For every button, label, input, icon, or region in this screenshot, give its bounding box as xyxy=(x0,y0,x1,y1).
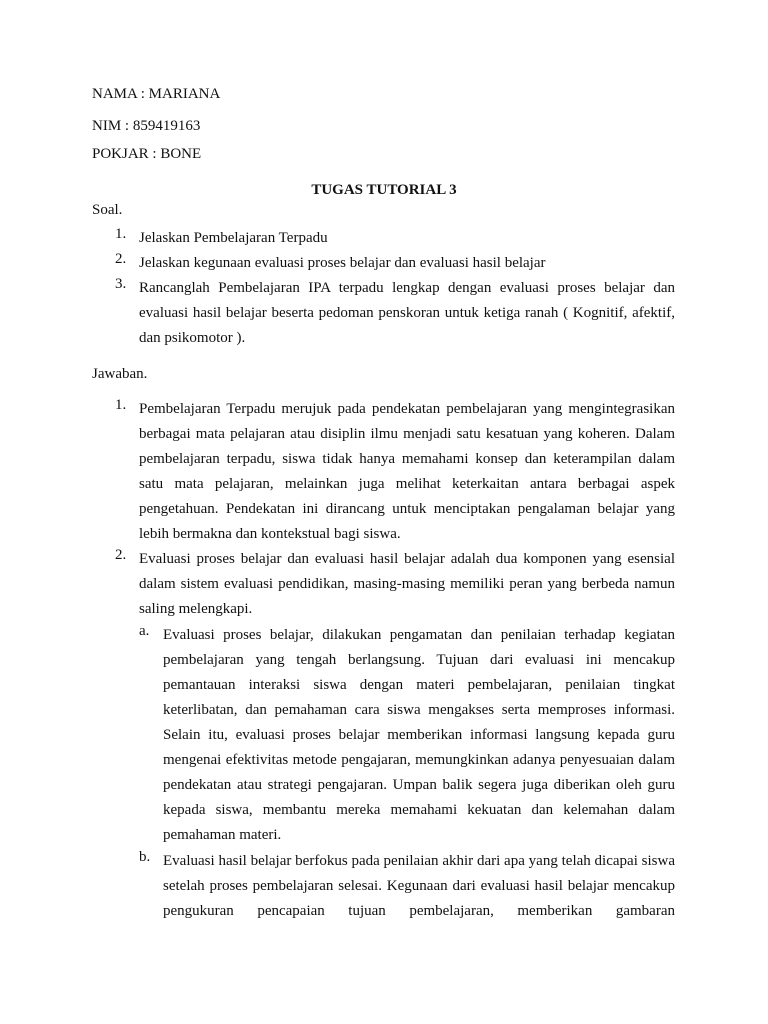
jawaban-item-number: 2. xyxy=(115,547,127,563)
student-pokjar: POKJAR : BONE xyxy=(92,146,202,162)
jawaban-item-1 xyxy=(115,397,675,547)
soal-item-2 xyxy=(115,251,675,276)
jawaban-subitem-a xyxy=(139,623,675,848)
student-name: NAMA : MARIANA xyxy=(92,86,221,102)
jawaban-subitem-letter: b. xyxy=(139,849,151,865)
soal-item-1 xyxy=(115,226,675,251)
soal-item-3 xyxy=(115,276,675,351)
jawaban-subitem-b xyxy=(139,849,675,924)
soal-item-number: 2. xyxy=(115,251,127,267)
soal-item-text: Jelaskan Pembelajaran Terpadu xyxy=(139,230,328,246)
soal-item-number: 3. xyxy=(115,276,127,292)
jawaban-subitem-letter: a. xyxy=(139,623,150,639)
jawaban-item-number: 1. xyxy=(115,397,127,413)
soal-item-text: Jelaskan kegunaan evaluasi proses belajar dan evaluasi hasil belajar xyxy=(139,255,546,271)
soal-label: Soal. xyxy=(92,202,123,218)
jawaban-item-text: Evaluasi proses belajar dan evaluasi hasil belajar adalah dua komponen yang esensial dalam sistem evaluasi pendidikan, masing-masing memiliki peran yang berbeda namun saling melengkapi. xyxy=(139,551,675,617)
student-nim: NIM : 859419163 xyxy=(92,118,201,134)
jawaban-subitem-text: Evaluasi hasil belajar berfokus pada penilaian akhir dari apa yang telah dicapai siswa setelah proses pembelajaran selesai. Kegunaan dari evaluasi hasil belajar mencakup pengukuran pencapaian tujuan pembelajaran, memberikan gambaran xyxy=(163,853,675,919)
document-title: TUGAS TUTORIAL 3 xyxy=(311,182,457,198)
soal-item-text: Rancanglah Pembelajaran IPA terpadu lengkap dengan evaluasi proses belajar dan evaluasi hasil belajar beserta pedoman penskoran untuk ketiga ranah ( Kognitif, afektif, dan psikomotor ). xyxy=(139,280,675,346)
jawaban-label: Jawaban. xyxy=(92,366,148,382)
soal-item-number: 1. xyxy=(115,226,127,242)
jawaban-item-text: Pembelajaran Terpadu merujuk pada pendekatan pembelajaran yang mengintegrasikan berbagai mata pelajaran atau disiplin ilmu menjadi satu kesatuan yang koheren. Dalam pembelajaran terpadu, siswa tidak hanya memahami konsep dan keterampilan dalam satu mata pelajaran, melainkan juga melihat keterkaitan antara berbagai aspek pengetahuan. Pendekatan ini dirancang untuk menciptakan pengalaman belajar yang lebih bermakna dan kontekstual bagi siswa. xyxy=(139,401,675,542)
jawaban-subitem-text: Evaluasi proses belajar, dilakukan pengamatan dan penilaian terhadap kegiatan pembelajaran yang tengah berlangsung. Tujuan dari evaluasi ini mencakup pemantauan interaksi siswa dengan materi pembelajaran, penilaian tingkat keterlibatan, dan pemahaman cara siswa mengakses serta memproses informasi. Selain itu, evaluasi proses belajar memberikan informasi langsung kepada guru mengenai efektivitas metode pengajaran, memungkinkan adanya penyesuaian dalam pendekatan atau strategi pengajaran. Umpan balik segera juga diberikan oleh guru kepada siswa, membantu mereka memahami kekuatan dan kelemahan dalam pemahaman materi. xyxy=(163,627,675,843)
jawaban-item-2 xyxy=(115,547,675,622)
